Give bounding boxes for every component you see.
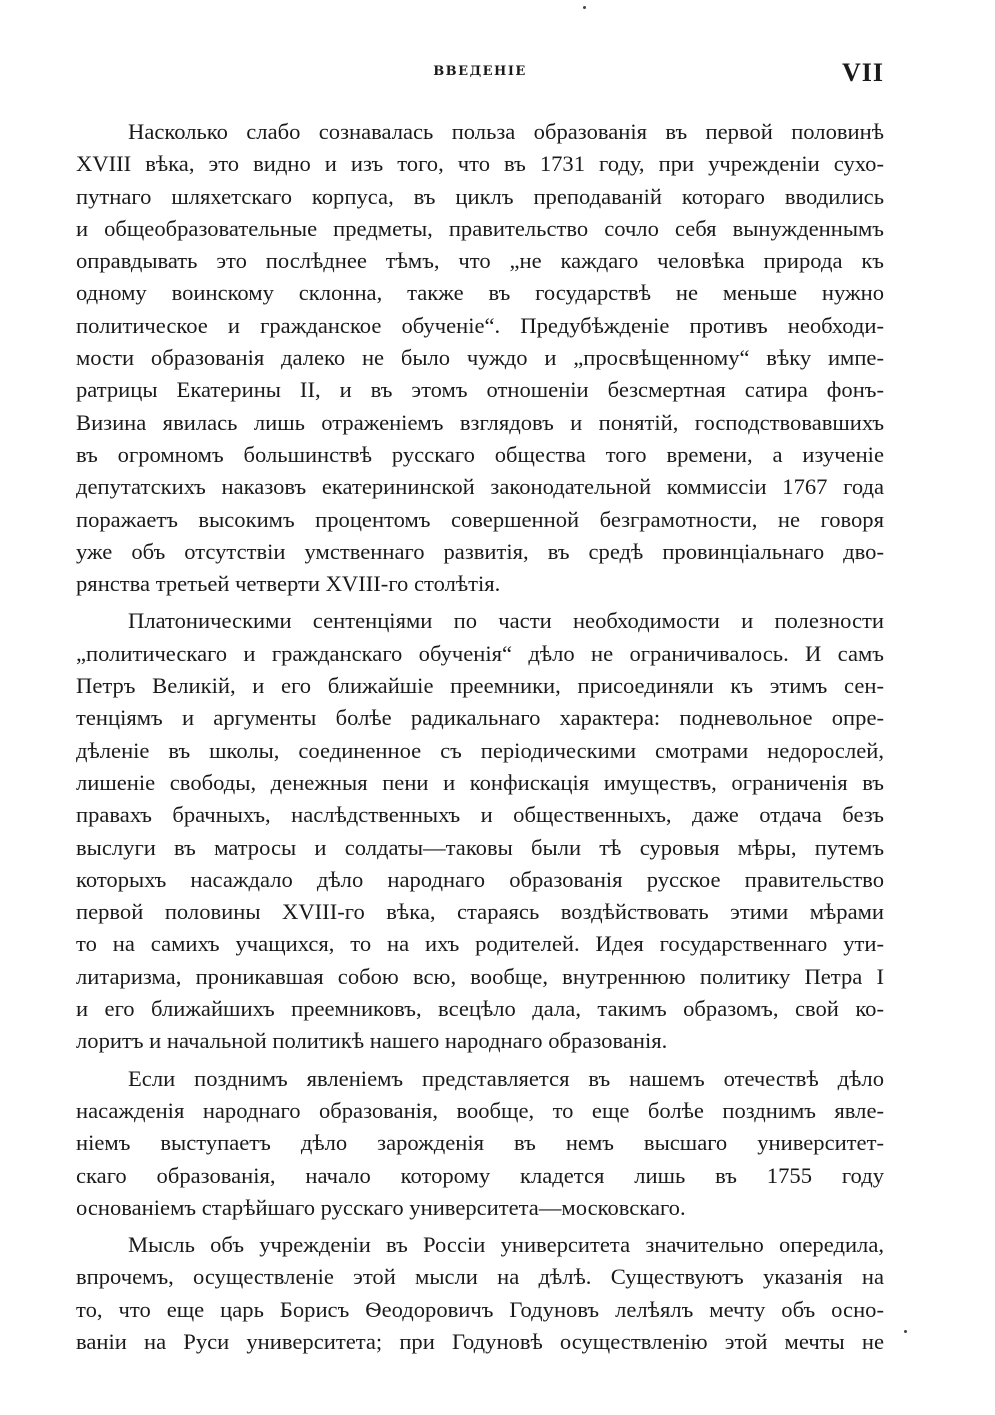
text-line: въ огромномъ большинствѣ русскаго общества того времени, а изученіе [76, 441, 884, 467]
paragraph-4 [76, 1229, 884, 1358]
page-header [76, 58, 884, 88]
text-line: рянства третьей четверти XVIII-го столѣтія. [76, 571, 501, 597]
text-line: которыхъ насаждало дѣло народнаго образованія русское правительство [76, 866, 884, 892]
scan-speck [583, 6, 586, 9]
text-line: насажденія народнаго образованія, вообще, то еще болѣе позднимъ явле- [76, 1097, 884, 1123]
text-line: и общеобразовательные предметы, правительство сочло себя вынужденнымъ [76, 215, 884, 241]
text-line: Петръ Великій, и его ближайшіе преемники, присоединяли къ этимъ сен- [76, 673, 884, 699]
text-line: мости образованія далеко не было чуждо и „просвѣщенному“ вѣку импе- [76, 345, 884, 371]
text-line: XVIII вѣка, это видно и изъ того, что въ 1731 году, при учрежденіи сухо- [76, 151, 884, 177]
text-line: Если позднимъ явленіемъ представляется въ нашемъ отечествѣ дѣло [128, 1065, 884, 1091]
text-line: депутатскихъ наказовъ екатерининской законодательной коммиссіи 1767 года [76, 474, 884, 500]
text-line: Визина явилась лишь отраженіемъ взглядовъ и понятій, господствовавшихъ [76, 409, 884, 435]
text-line: Насколько слабо сознавалась польза образованія въ первой половинѣ [128, 119, 884, 144]
body-text [76, 116, 884, 1358]
text-line: оправдывать это послѣднее тѣмъ, что „не каждаго человѣка природа къ [76, 248, 884, 274]
text-line: первой половины XVIII-го вѣка, стараясь воздѣйствовать этими мѣрами [76, 899, 884, 925]
paragraph-3 [76, 1063, 884, 1224]
paragraph-2 [76, 605, 884, 1057]
text-line: лоритъ и начальной политикѣ нашего народнаго образованія. [76, 1028, 668, 1054]
text-line: „политическаго и гражданскаго обученія“ дѣло не ограничивалось. И самъ [76, 640, 884, 666]
text-line: ніемъ выступаетъ дѣло зарожденія въ немъ высшаго университет- [76, 1130, 884, 1156]
text-line: и его ближайшихъ преемниковъ, всецѣло дала, такимъ образомъ, свой ко- [76, 996, 884, 1022]
text-line: путнаго шляхетскаго корпуса, въ циклъ преподаваній котораго вводились [76, 183, 884, 209]
text-line: Мысль объ учрежденіи въ Россіи университета значительно опередила, [128, 1232, 884, 1258]
text-line: ратрицы Екатерины II, и въ этомъ отношеніи безсмертная сатира фонъ- [76, 377, 884, 403]
text-line: тенціямъ и аргументы болѣе радикальнаго характера: подневольное опре- [76, 705, 884, 731]
text-line: то на самихъ учащихся, то на ихъ родителей. Идея государственнаго ути- [76, 931, 884, 957]
text-line: скаго образованія, начало которому кладется лишь въ 1755 году [76, 1162, 884, 1188]
scan-speck [904, 1330, 907, 1333]
text-line: политическое и гражданское обученіе“. Предубѣжденіе противъ необходи- [76, 312, 884, 338]
text-line: одному воинскому склонна, также въ государствѣ не меньше нужно [76, 280, 884, 306]
page-number: VII [841, 58, 884, 87]
text-line: уже объ отсутствіи умственнаго развитія, въ средѣ провинціальнаго дво- [76, 538, 884, 564]
text-line: выслуги въ матросы и солдаты—таковы были тѣ суровыя мѣры, путемъ [76, 834, 884, 860]
text-line: дѣленіе въ школы, соединенное съ періодическими смотрами недорослей, [76, 737, 884, 763]
text-line: впрочемъ, осуществленіе этой мысли на дѣлѣ. Существуютъ указанія на [76, 1264, 884, 1290]
text-line: поражаетъ высокимъ процентомъ совершенной безграмотности, не говоря [76, 506, 884, 532]
running-title: ВВЕДЕНІЕ [433, 64, 527, 79]
text-line: то, что еще царь Борисъ Ѳеодоровичъ Годуновъ лелѣялъ мечту объ осно- [76, 1296, 884, 1322]
text-line: основаніемъ старѣйшаго русскаго университета—московскаго. [76, 1194, 686, 1220]
text-line: правахъ брачныхъ, наслѣдственныхъ и общественныхъ, даже отдача безъ [76, 802, 884, 828]
text-line: Платоническими сентенціями по части необходимости и полезности [128, 608, 884, 634]
paragraph-1 [76, 116, 884, 600]
text-line: ваніи на Руси университета; при Годуновѣ осуществленію этой мечты не [76, 1328, 884, 1354]
text-line: лишеніе свободы, денежныя пени и конфискація имуществъ, ограниченія въ [76, 769, 884, 795]
text-line: литаризма, проникавшая собою всю, вообще, внутреннюю политику Петра I [76, 963, 884, 989]
